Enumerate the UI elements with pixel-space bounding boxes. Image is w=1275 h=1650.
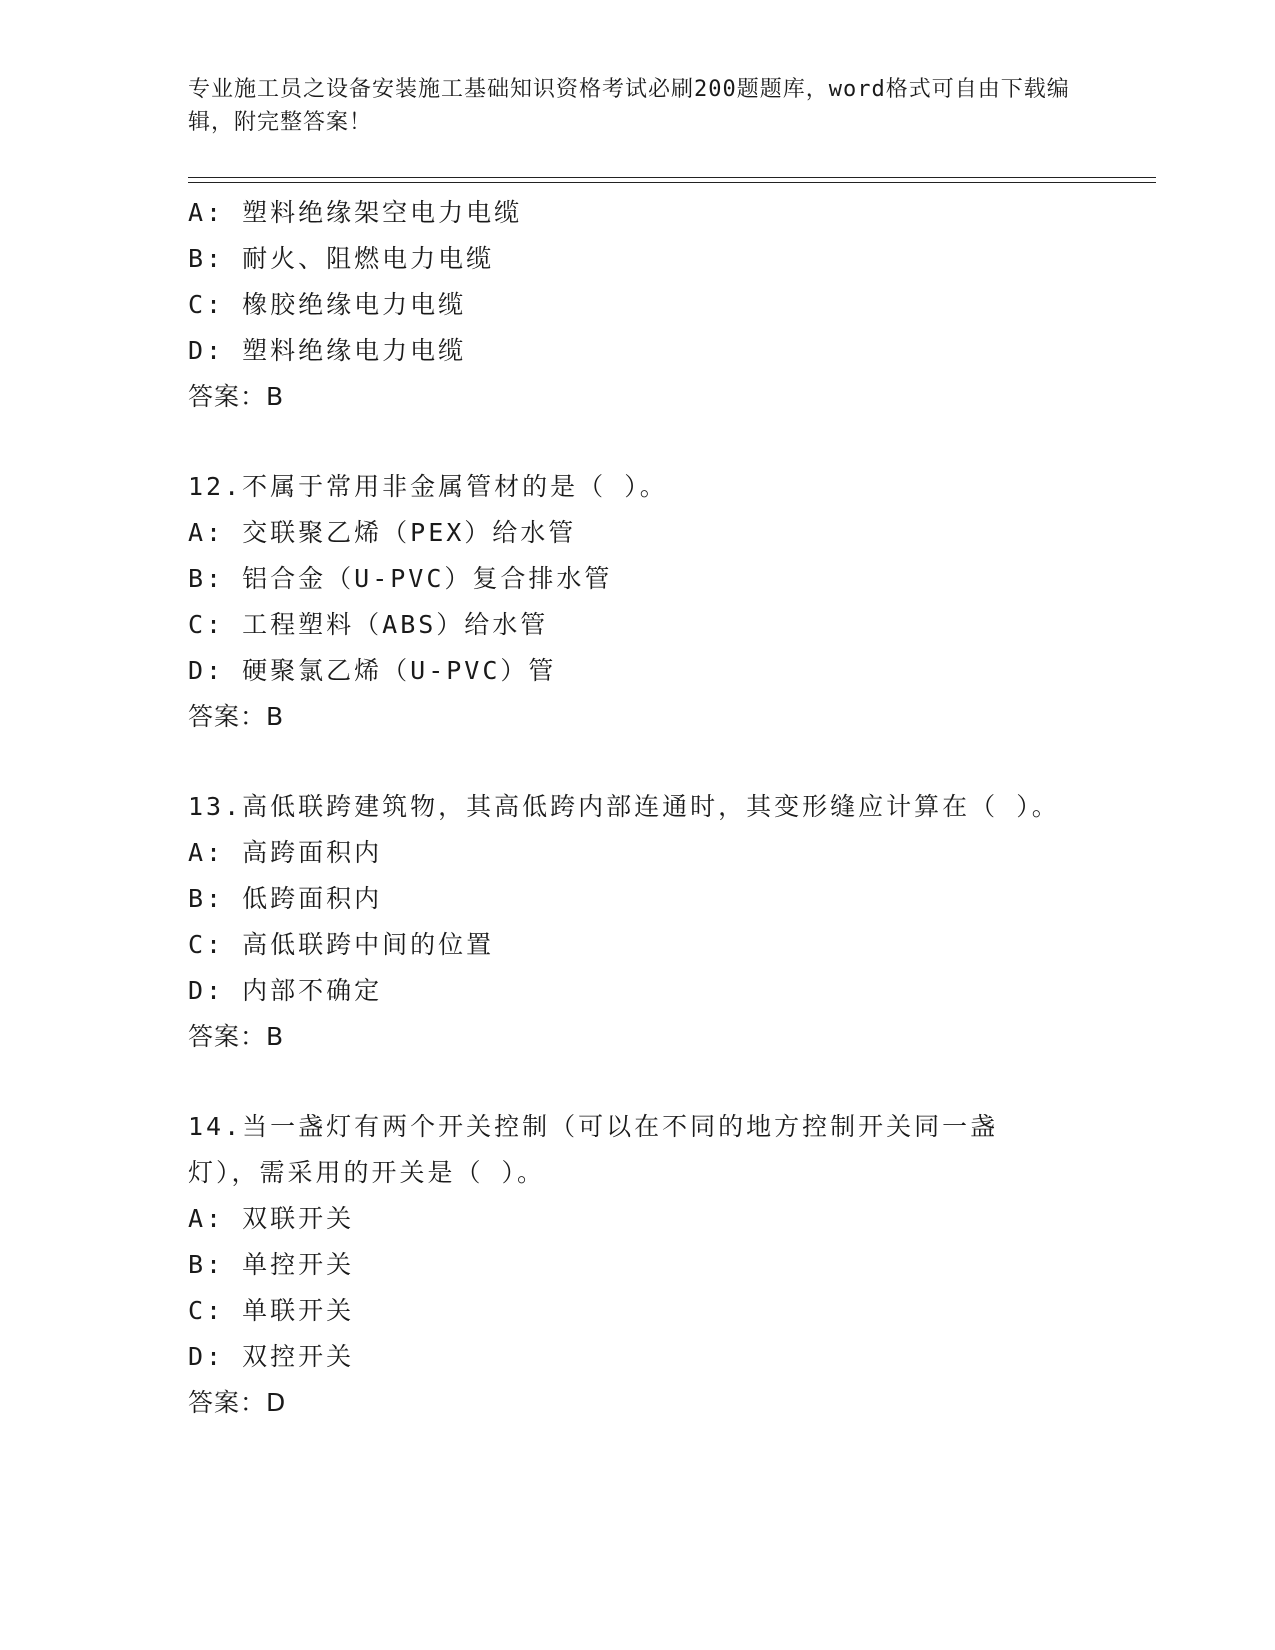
answer-line: 答案：D [188, 1388, 287, 1417]
question-12 [188, 464, 1108, 740]
option-a: A: 双联开关 [188, 1204, 355, 1233]
option-d: D: 双控开关 [188, 1342, 355, 1371]
option-b: B: 低跨面积内 [188, 884, 383, 913]
question-stem: 13.高低联跨建筑物，其高低跨内部连通时，其变形缝应计算在（ ）。 [188, 792, 1060, 821]
option-c: C: 单联开关 [188, 1296, 355, 1325]
prev-question-options [188, 190, 1108, 420]
document-header: 专业施工员之设备安装施工基础知识资格考试必刷200题题库，word格式可自由下载编辑，附完整答案！ [188, 77, 1070, 135]
option-c: C: 橡胶绝缘电力电缆 [188, 290, 467, 319]
answer-line: 答案：B [188, 382, 285, 411]
option-d: D: 硬聚氯乙烯（U-PVC）管 [188, 656, 557, 685]
question-stem: 12.不属于常用非金属管材的是（ ）。 [188, 472, 668, 501]
answer-line: 答案：B [188, 702, 285, 731]
question-stem: 14.当一盏灯有两个开关控制（可以在不同的地方控制开关同一盏灯），需采用的开关是（ ）。 [188, 1112, 999, 1187]
question-13 [188, 784, 1108, 1060]
question-list [188, 190, 1108, 1426]
answer-line: 答案：B [188, 1022, 285, 1051]
question-14 [188, 1104, 1108, 1426]
option-a: A: 高跨面积内 [188, 838, 383, 867]
header-divider-bottom [188, 182, 1156, 183]
header-divider-top [188, 177, 1156, 178]
option-d: D: 塑料绝缘电力电缆 [188, 336, 467, 365]
option-c: C: 工程塑料（ABS）给水管 [188, 610, 549, 639]
option-b: B: 铝合金（U-PVC）复合排水管 [188, 564, 613, 593]
option-a: A: 交联聚乙烯（PEX）给水管 [188, 518, 577, 547]
option-a: A: 塑料绝缘架空电力电缆 [188, 198, 523, 227]
option-b: B: 耐火、阻燃电力电缆 [188, 244, 495, 273]
option-d: D: 内部不确定 [188, 976, 383, 1005]
option-b: B: 单控开关 [188, 1250, 355, 1279]
option-c: C: 高低联跨中间的位置 [188, 930, 495, 959]
